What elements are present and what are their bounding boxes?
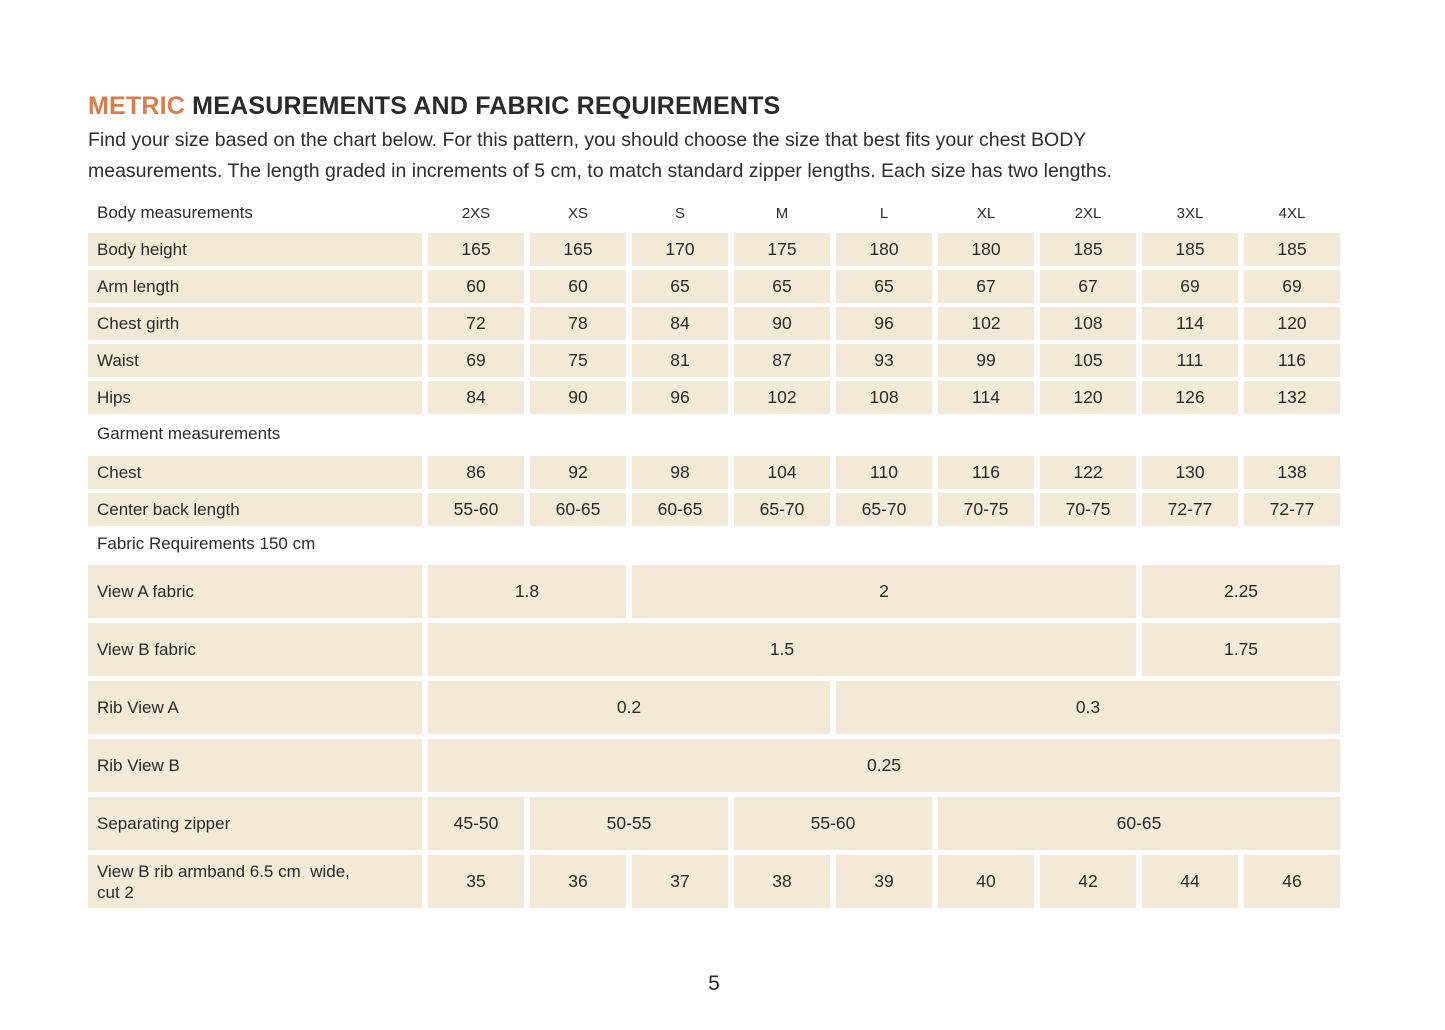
value-cell: 55-60 (734, 797, 932, 850)
title-highlight: METRIC (88, 92, 186, 120)
value-cell: 1.5 (428, 623, 1136, 676)
value-cell: 39 (836, 855, 932, 908)
value-cell: 98 (632, 456, 728, 489)
value-cell: 78 (530, 307, 626, 340)
value-cell: 132 (1244, 381, 1340, 414)
row-label: Waist (88, 344, 422, 377)
section-row-garment (88, 421, 1340, 447)
table-row-rib-view-b (88, 739, 1340, 792)
value-cell: 104 (734, 456, 830, 489)
title-rest: MEASUREMENTS AND FABRIC REQUIREMENTS (185, 92, 781, 120)
value-cell: 185 (1142, 233, 1238, 266)
value-cell: 130 (1142, 456, 1238, 489)
value-cell: 170 (632, 233, 728, 266)
size-column-header-s: S (674, 204, 685, 222)
column-header-body-measurements: Body measurements (97, 203, 253, 222)
row-label: Center back length (88, 493, 422, 526)
value-cell: 44 (1142, 855, 1238, 908)
value-cell: 138 (1244, 456, 1340, 489)
value-cell: 46 (1244, 855, 1340, 908)
row-label: Arm length (88, 270, 422, 303)
value-cell: 90 (734, 307, 830, 340)
value-cell: 81 (632, 344, 728, 377)
table-row-view-b-rib-armband (88, 855, 1340, 908)
value-cell: 84 (428, 381, 524, 414)
size-column-header-m: M (775, 204, 789, 222)
value-cell: 120 (1244, 307, 1340, 340)
row-label-line-2: cut 2 (97, 882, 134, 902)
value-cell: 110 (836, 456, 932, 489)
row-label: Body height (88, 233, 422, 266)
row-label: Rib View B (88, 739, 422, 792)
value-cell: 35 (428, 855, 524, 908)
value-cell: 0.2 (428, 681, 830, 734)
size-column-header-l: L (879, 204, 889, 222)
value-cell: 45-50 (428, 797, 524, 850)
row-label: View A fabric (88, 565, 422, 618)
value-cell: 96 (836, 307, 932, 340)
value-cell: 38 (734, 855, 830, 908)
value-cell: 70-75 (1040, 493, 1136, 526)
page-title (88, 92, 780, 121)
value-cell: 185 (1040, 233, 1136, 266)
value-cell: 92 (530, 456, 626, 489)
table-row-arm-length (88, 270, 1340, 303)
value-cell: 60 (530, 270, 626, 303)
value-cell: 0.25 (428, 739, 1340, 792)
value-cell: 126 (1142, 381, 1238, 414)
table-row-center-back-length (88, 493, 1340, 526)
row-label: Separating zipper (88, 797, 422, 850)
value-cell: 180 (938, 233, 1034, 266)
row-label: Chest girth (88, 307, 422, 340)
size-column-header-xs: XS (567, 204, 588, 222)
table-row-chest (88, 456, 1340, 489)
size-table (88, 198, 1340, 913)
value-cell: 70-75 (938, 493, 1034, 526)
value-cell: 69 (1244, 270, 1340, 303)
table-row-view-a-fabric (88, 565, 1340, 618)
value-cell: 60-65 (632, 493, 728, 526)
table-row-chest-girth (88, 307, 1340, 340)
value-cell: 65 (632, 270, 728, 303)
value-cell: 1.75 (1142, 623, 1340, 676)
value-cell: 185 (1244, 233, 1340, 266)
value-cell: 122 (1040, 456, 1136, 489)
value-cell: 2.25 (1142, 565, 1340, 618)
value-cell: 87 (734, 344, 830, 377)
row-label: Hips (88, 381, 422, 414)
value-cell: 72-77 (1142, 493, 1238, 526)
value-cell: 72-77 (1244, 493, 1340, 526)
value-cell: 99 (938, 344, 1034, 377)
value-cell: 42 (1040, 855, 1136, 908)
table-row-hips (88, 381, 1340, 414)
page-number: 5 (708, 972, 720, 995)
table-header-row (88, 198, 1340, 228)
value-cell: 105 (1040, 344, 1136, 377)
table-row-rib-view-a (88, 681, 1340, 734)
intro-line-1: Find your size based on the chart below. For this pattern, you should choose the size that best fits your chest BODY (88, 129, 1087, 151)
value-cell: 2 (632, 565, 1136, 618)
value-cell: 40 (938, 855, 1034, 908)
size-column-header-3xl: 3XL (1176, 204, 1204, 222)
value-cell: 96 (632, 381, 728, 414)
value-cell: 65-70 (734, 493, 830, 526)
value-cell: 37 (632, 855, 728, 908)
section-label-garment: Garment measurements (97, 424, 281, 443)
value-cell: 165 (530, 233, 626, 266)
value-cell: 102 (734, 381, 830, 414)
value-cell: 165 (428, 233, 524, 266)
value-cell: 175 (734, 233, 830, 266)
value-cell: 90 (530, 381, 626, 414)
size-column-header-4xl: 4XL (1278, 204, 1306, 222)
intro-line-2: measurements. The length graded in increments of 5 cm, to match standard zipper lengths. Each size has two lengths. (88, 160, 1112, 182)
value-cell: 102 (938, 307, 1034, 340)
value-cell: 116 (1244, 344, 1340, 377)
value-cell: 180 (836, 233, 932, 266)
value-cell: 69 (1142, 270, 1238, 303)
value-cell: 65-70 (836, 493, 932, 526)
value-cell: 36 (530, 855, 626, 908)
value-cell: 67 (938, 270, 1034, 303)
value-cell: 111 (1142, 344, 1238, 377)
value-cell: 69 (428, 344, 524, 377)
size-column-header-xl: XL (976, 204, 996, 222)
value-cell: 50-55 (530, 797, 728, 850)
value-cell: 55-60 (428, 493, 524, 526)
section-row-fabric (88, 531, 1340, 557)
value-cell: 86 (428, 456, 524, 489)
value-cell: 114 (1142, 307, 1238, 340)
value-cell: 65 (734, 270, 830, 303)
value-cell: 116 (938, 456, 1034, 489)
size-column-header-2xs: 2XS (461, 204, 491, 222)
row-label: Rib View A (88, 681, 422, 734)
row-label-line-1: View B rib armband 6.5 cm wide, (97, 861, 350, 881)
value-cell: 108 (836, 381, 932, 414)
value-cell: 67 (1040, 270, 1136, 303)
value-cell: 75 (530, 344, 626, 377)
size-column-header-2xl: 2XL (1074, 204, 1102, 222)
value-cell: 72 (428, 307, 524, 340)
value-cell: 84 (632, 307, 728, 340)
table-row-view-b-fabric (88, 623, 1340, 676)
value-cell: 108 (1040, 307, 1136, 340)
section-label-fabric: Fabric Requirements 150 cm (97, 534, 316, 553)
table-row-body-height (88, 233, 1340, 266)
value-cell: 60-65 (530, 493, 626, 526)
value-cell: 0.3 (836, 681, 1340, 734)
value-cell: 60 (428, 270, 524, 303)
table-row-separating-zipper (88, 797, 1340, 850)
row-label (88, 855, 422, 908)
intro-paragraph (88, 125, 1112, 187)
value-cell: 93 (836, 344, 932, 377)
value-cell: 120 (1040, 381, 1136, 414)
table-row-waist (88, 344, 1340, 377)
value-cell: 114 (938, 381, 1034, 414)
row-label: View B fabric (88, 623, 422, 676)
value-cell: 65 (836, 270, 932, 303)
row-label: Chest (88, 456, 422, 489)
value-cell: 1.8 (428, 565, 626, 618)
value-cell: 60-65 (938, 797, 1340, 850)
